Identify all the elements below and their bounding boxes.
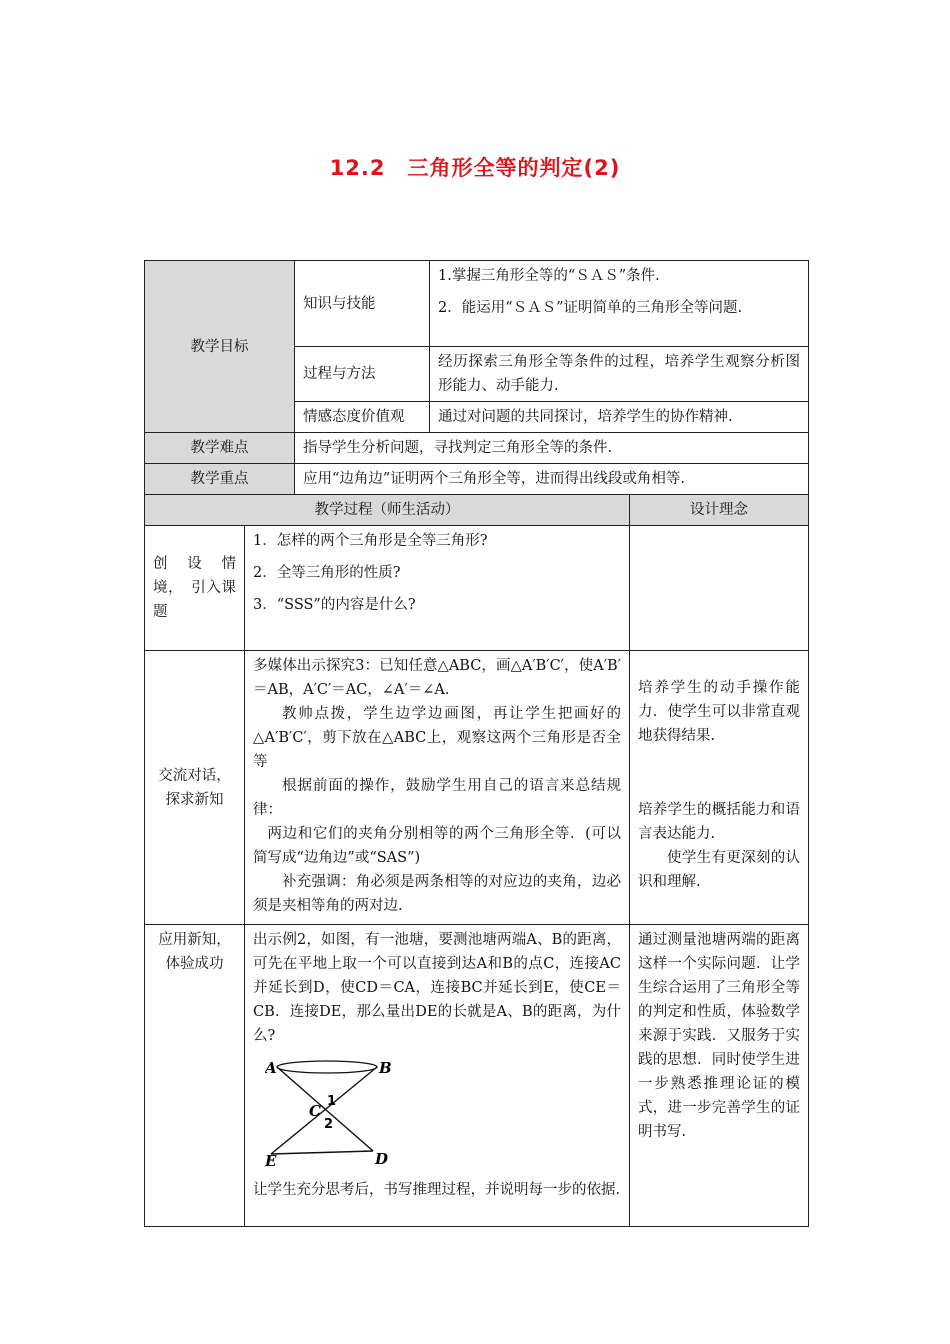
section1-label: 创 设 情境， 引入课题 bbox=[145, 526, 245, 651]
teacher-guidance: 教帅点拨，学生边学边画图，再让学生把画好的△A′B′C′，剪下放在△ABC上，观察这两个三角形是否全等 bbox=[253, 706, 621, 770]
knowledge-label: 知识与技能 bbox=[295, 261, 430, 347]
section3-label: 应用新知，体验成功 bbox=[145, 925, 245, 1227]
design-note: 使学生有更深刻的认识和理解. bbox=[638, 850, 801, 890]
question-item: 1．怎样的两个三角形是全等三角形? bbox=[253, 533, 488, 549]
section2-content bbox=[245, 651, 630, 925]
reasoning-prompt: 让学生充分思考后，书写推理过程，并说明每一步的依据. bbox=[253, 1182, 621, 1198]
process-header: 教学过程（师生活动） bbox=[145, 495, 630, 526]
pond-triangle-figure bbox=[265, 1054, 405, 1166]
segment-ed bbox=[271, 1151, 373, 1154]
supplement-note: 补充强调：角必须是两条相等的对应边的夹角，边必须是夹相等角的两对边. bbox=[253, 874, 621, 914]
section1-design bbox=[630, 526, 809, 651]
pond-ellipse bbox=[277, 1061, 377, 1073]
design-note: 培养学生的动手操作能力．使学生可以非常直观地获得结果. bbox=[638, 680, 801, 744]
sas-rule: 两边和它们的夹角分别相等的两个三角形全等．(可以简写成“边角边”或“SAS”) bbox=[253, 826, 621, 866]
knowledge-item: 2．能运用“ＳＡＳ”证明简单的三角形全等问题. bbox=[438, 300, 743, 316]
point-a-label: A bbox=[265, 1059, 277, 1077]
question-item: 2．全等三角形的性质? bbox=[253, 565, 401, 581]
process-method-label: 过程与方法 bbox=[295, 347, 430, 402]
knowledge-item: 1.掌握三角形全等的“ＳＡＳ”条件. bbox=[438, 268, 660, 284]
focus-label: 教学重点 bbox=[145, 464, 295, 495]
point-c-label: C bbox=[309, 1102, 321, 1120]
summary-prompt: 根据前面的操作，鼓励学生用自己的语言来总结规律： bbox=[253, 778, 621, 818]
difficulty-text: 指导学生分析问题，寻找判定三角形全等的条件. bbox=[295, 433, 809, 464]
exploration-text: 多媒体出示探究3：已知任意△ABC，画△A′B′C′，使A′B′＝AB，A′C′＝AC，∠A′＝∠A. bbox=[253, 658, 621, 698]
section1-content bbox=[245, 526, 630, 651]
angle-2-label: 2 bbox=[324, 1117, 334, 1132]
focus-text: 应用“边角边”证明两个三角形全等，进而得出线段或角相等. bbox=[295, 464, 809, 495]
objectives-label: 教学目标 bbox=[145, 261, 295, 433]
example-text: 出示例2，如图，有一池塘，要测池塘两端A、B的距离，可先在平地上取一个可以直接到达A和B的点C，连接AC并延长到D，使CD＝CA，连接BC并延长到E，使CE＝CB．连接DE，那么量出DE的长就是A、B的距离，为什么? bbox=[253, 932, 621, 1044]
point-e-label: E bbox=[265, 1152, 277, 1166]
question-item: 3．“SSS”的内容是什么? bbox=[253, 597, 416, 613]
section2-design bbox=[630, 651, 809, 925]
design-note: 培养学生的概括能力和语言表达能力. bbox=[638, 802, 801, 842]
emotion-text: 通过对问题的共同探讨，培养学生的协作精神. bbox=[430, 402, 809, 433]
emotion-label: 情感态度价值观 bbox=[295, 402, 430, 433]
design-header: 设计理念 bbox=[630, 495, 809, 526]
lesson-plan-table bbox=[144, 260, 809, 1227]
process-method-text: 经历探索三角形全等条件的过程，培养学生观察分析图形能力、动手能力. bbox=[430, 347, 809, 402]
section2-label: 交流对话，探求新知 bbox=[145, 651, 245, 925]
section3-design: 通过测量池塘两端的距离这样一个实际问题．让学生综合运用了三角形全等的判定和性质，体验数学来源于实践．又服务于实践的思想．同时使学生进一步熟悉推理论证的模式，进一步完善学生的证明书写. bbox=[630, 925, 809, 1227]
point-b-label: B bbox=[379, 1059, 392, 1077]
page-title: 12.2 三角形全等的判定(2) bbox=[329, 156, 621, 180]
knowledge-content bbox=[430, 261, 809, 347]
angle-1-label: 1 bbox=[327, 1094, 337, 1109]
difficulty-label: 教学难点 bbox=[145, 433, 295, 464]
section3-content bbox=[245, 925, 630, 1227]
point-d-label: D bbox=[375, 1150, 389, 1166]
